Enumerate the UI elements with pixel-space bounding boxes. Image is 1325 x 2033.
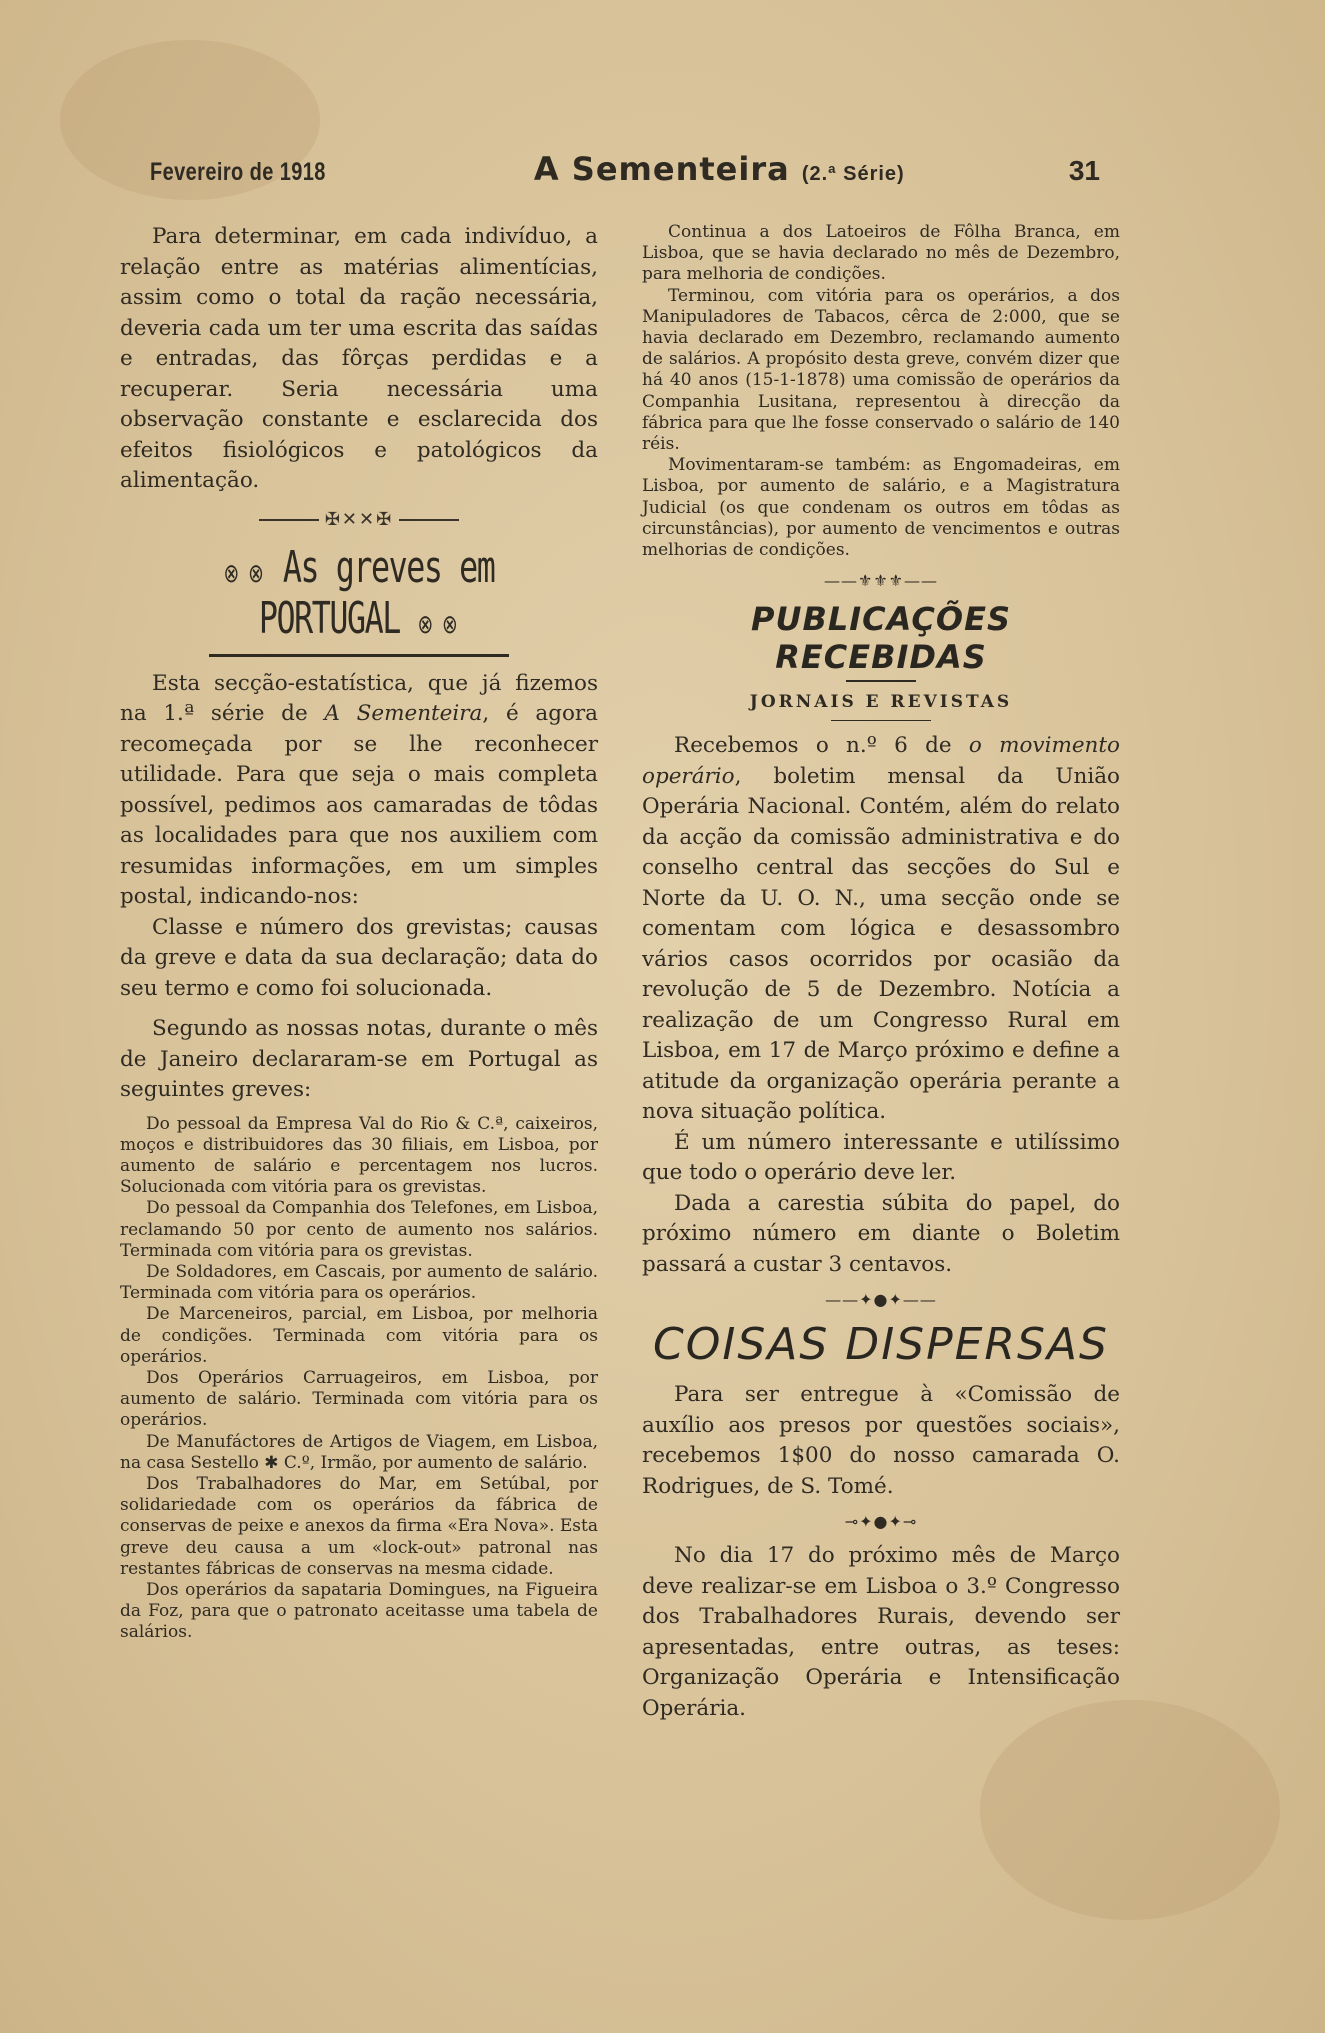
coisas-paragraph: Para ser entregue à «Comissão de auxílio aos presos por questões sociais», recebemos 1$00 do nosso camarada O. Rodrigues, de S. Tomé. <box>642 1382 1120 1499</box>
section-title-text: As greves em PORTUGAL <box>258 541 495 644</box>
strike-item: Movimentaram-se também: as Engomadeiras, em Lisboa, por aumento de salário, e a Magistratura Judicial (os que condenam os outros em tôdas as circunstâncias), por aumento de vencimentos e outras melhorias de condições. <box>642 455 1120 561</box>
strike-item: Terminou, com vitória para os operários, a dos Manipuladores de Tabacos, cêrca de 2:000, que se havia declarado em Dezembro, reclamando aumento de salários. A propósito desta greve, convém dizer que há 40 anos (15-1-1878) uma comissão de operários da Companhia Lusitana, representou à direcção da fábrica para que lhe fosse conservado o salário de 140 réis. <box>642 285 1120 455</box>
publication-paragraph: É um número interessante e utilíssimo que todo o operário deve ler. <box>642 1129 1120 1186</box>
right-column <box>642 222 1120 1724</box>
intro-paragraph: Para determinar, em cada indivíduo, a relação entre as matérias alimentícias, assim como o total da ração necessária, deveria cada um ter uma escrita das saídas e entradas, das fôrças perdidas e a recuperar. Seria necessária uma observação constante e esclarecida dos efeitos fisiológicos e patológicos da alimentação. <box>120 224 598 493</box>
section-bullets-right: ⊗ ⊗ <box>417 609 460 640</box>
publications-subtitle: JORNAIS E REVISTAS <box>749 692 1013 713</box>
strike-item: Dos Operários Carruageiros, em Lisboa, por aumento de salário. Terminada com vitória para os operários. <box>120 1367 598 1431</box>
strike-item: De Marceneiros, parcial, em Lisboa, por melhoria de condições. Terminada com vitória para os operários. <box>120 1304 598 1367</box>
newspaper-series: (2.ª Série) <box>801 163 905 185</box>
title-rule <box>209 654 509 657</box>
title-rule <box>846 680 916 682</box>
left-column <box>120 222 598 1644</box>
newspaper-title: A Sementeira <box>533 150 790 188</box>
section-paragraph: Esta secção-estatística, que já fizemos na 1.ª série de A Sementeira, é agora recomeçada por se lhe reconhecer utilidade. Para que seja o mais completa possível, pedimos aos camaradas de tôdas as localidades para que nos auxiliem com resumidas informações, em um simples postal, indicando-nos: <box>120 670 599 909</box>
coisas-title: COISAS DISPERSAS <box>653 1319 1109 1371</box>
subtitle-rule <box>831 720 931 721</box>
publication-paragraph: Dada a carestia súbita do papel, do próximo número em diante o Boletim passará a custar 3 centavos. <box>642 1190 1120 1277</box>
ornament-divider: ——✦●✦—— <box>825 1290 937 1310</box>
coisas-paragraph: No dia 17 do próximo mês de Março deve realizar-se em Lisboa o 3.º Congresso dos Trabalhadores Rurais, devendo ser apresentadas, entre outras, as teses: Organização Operária e Intensificação Operária. <box>642 1543 1120 1721</box>
strike-item: De Soldadores, em Cascais, por aumento de salário. Terminada com vitória para os operários. <box>120 1261 598 1304</box>
paper-stain <box>980 1700 1280 1920</box>
publication-paragraph: Recebemos o n.º 6 de o movimento operário, boletim mensal da União Operária Nacional. Contém, além do relato da acção da comissão administrativa e do conselho central das secções do Sul e Norte da U. O. N., uma secção onde se comentam com lógica e desassombro vários casos ocorridos por ocasião da revolução de 5 de Dezembro. Notícia a realização de um Congresso Rural em Lisboa, em 17 de Março próximo e define a atitude da organização operária perante a nova situação política. <box>642 733 1120 1125</box>
strike-list <box>120 1114 598 1644</box>
section-title <box>187 542 531 644</box>
ornament-divider: ——⚜⚜⚜—— <box>823 571 939 591</box>
header-date: Fevereiro de 1918 <box>150 158 326 186</box>
section-bullets-left: ⊗ ⊗ <box>223 558 266 589</box>
ornament-divider: ⊸✦●✦⊸ <box>844 1512 918 1532</box>
strike-item: De Manufáctores de Artigos de Viagem, em Lisboa, na casa Sestello ✱ C.º, Irmão, por aumento de salário. <box>120 1431 598 1473</box>
section-paragraph: Classe e número dos grevistas; causas da greve e data da sua declaração; data do seu termo e como foi solucionada. <box>120 914 598 1001</box>
page-header <box>150 150 1100 190</box>
strike-item: Dos Trabalhadores do Mar, em Setúbal, por solidariedade com os operários da fábrica de conservas de peixe e anexos da firma «Era Nova». Esta greve deu causa a um «lock-out» patronal nas restantes fábricas de conservas na mesma cidade. <box>120 1473 599 1579</box>
strike-item: Do pessoal da Companhia dos Telefones, em Lisboa, reclamando 50 por cento de aumento nos salários. Terminada com vitória para os grevistas. <box>120 1198 598 1261</box>
strike-item: Do pessoal da Empresa Val do Rio & C.ª, caixeiros, moços e distribuidores das 30 filiais, em Lisboa, por aumento de salário e percentagem nos lucros. Solucionada com vitória para os grevistas. <box>120 1113 598 1198</box>
strike-item: Dos operários da sapataria Domingues, na Figueira da Foz, para que o patronato aceitasse uma tabela de salários. <box>120 1579 598 1643</box>
header-title <box>534 150 905 188</box>
section-paragraph: Segundo as nossas notas, durante o mês de Janeiro declararam-se em Portugal as seguintes greves: <box>120 1016 598 1102</box>
page-number: 31 <box>1068 155 1100 186</box>
publications-title: PUBLICAÇÕES RECEBIDAS <box>751 600 1011 677</box>
strike-item: Continua a dos Latoeiros de Fôlha Branca, em Lisboa, que se havia declarado no mês de Dezembro, para melhoria de condições. <box>642 222 1120 285</box>
ornament-divider: ✠✕✕✠ <box>120 509 598 530</box>
